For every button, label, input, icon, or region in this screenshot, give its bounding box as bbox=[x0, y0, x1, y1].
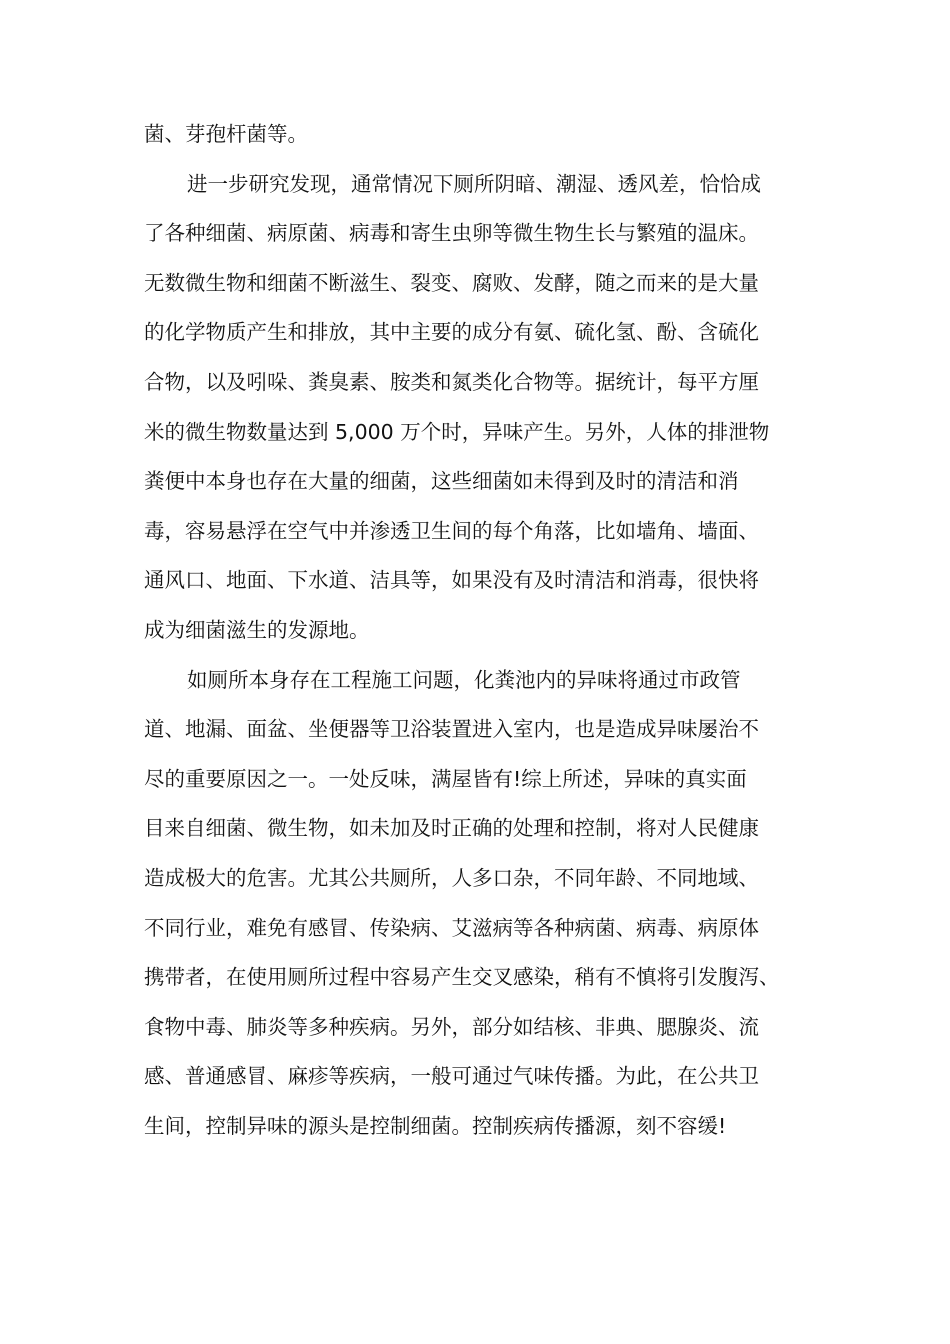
text-line: 米的微生物数量达到 5,000 万个时，异味产生。另外，人体的排泄物 bbox=[144, 419, 770, 444]
text-line: 食物中毒、肺炎等多种疾病。另外，部分如结核、非典、腮腺炎、流 bbox=[144, 1014, 759, 1039]
text-line: 目来自细菌、微生物，如未加及时正确的处理和控制，将对人民健康 bbox=[144, 816, 759, 841]
text-line: 的化学物质产生和排放，其中主要的成分有氨、硫化氢、酚、含硫化 bbox=[144, 320, 759, 345]
text-line: 感、普通感冒、麻疹等疾病，一般可通过气味传播。为此，在公共卫 bbox=[144, 1064, 759, 1089]
text-line: 携带者，在使用厕所过程中容易产生交叉感染，稍有不慎将引发腹泻、 bbox=[144, 965, 780, 990]
text-line: 不同行业，难免有感冒、传染病、艾滋病等各种病菌、病毒、病原体 bbox=[144, 915, 759, 940]
text-line: 合物，以及吲哚、粪臭素、胺类和氮类化合物等。据统计，每平方厘 bbox=[144, 369, 759, 394]
text-line: 造成极大的危害。尤其公共厕所，人多口杂，不同年龄、不同地域、 bbox=[144, 865, 759, 890]
text-line: 无数微生物和细菌不断滋生、裂变、腐败、发酵，随之而来的是大量 bbox=[144, 270, 759, 295]
text-line: 菌、芽孢杆菌等。 bbox=[144, 122, 308, 146]
text-line: 尽的重要原因之一。一处反味，满屋皆有!综上所述，异味的真实面 bbox=[144, 766, 747, 791]
text-line: 毒，容易悬浮在空气中并渗透卫生间的每个角落，比如墙角、墙面、 bbox=[144, 518, 759, 543]
text-line: 生间，控制异味的源头是控制细菌。控制疾病传播源，刻不容缓! bbox=[144, 1113, 727, 1138]
body-text bbox=[144, 110, 814, 1151]
text-line: 成为细菌滋生的发源地。 bbox=[144, 617, 370, 642]
text-line: 道、地漏、面盆、坐便器等卫浴装置进入室内，也是造成异味屡治不 bbox=[144, 717, 759, 742]
paragraph-first-line: 进一步研究发现，通常情况下厕所阴暗、潮湿、透风差，恰恰成 bbox=[187, 171, 761, 196]
text-line: 了各种细菌、病原菌、病毒和寄生虫卵等微生物生长与繁殖的温床。 bbox=[144, 221, 759, 246]
text-line: 通风口、地面、下水道、洁具等，如果没有及时清洁和消毒，很快将 bbox=[144, 568, 759, 593]
paragraph-first-line: 如厕所本身存在工程施工问题，化粪池内的异味将通过市政管 bbox=[187, 667, 741, 692]
text-line: 粪便中本身也存在大量的细菌，这些细菌如未得到及时的清洁和消 bbox=[144, 469, 739, 494]
